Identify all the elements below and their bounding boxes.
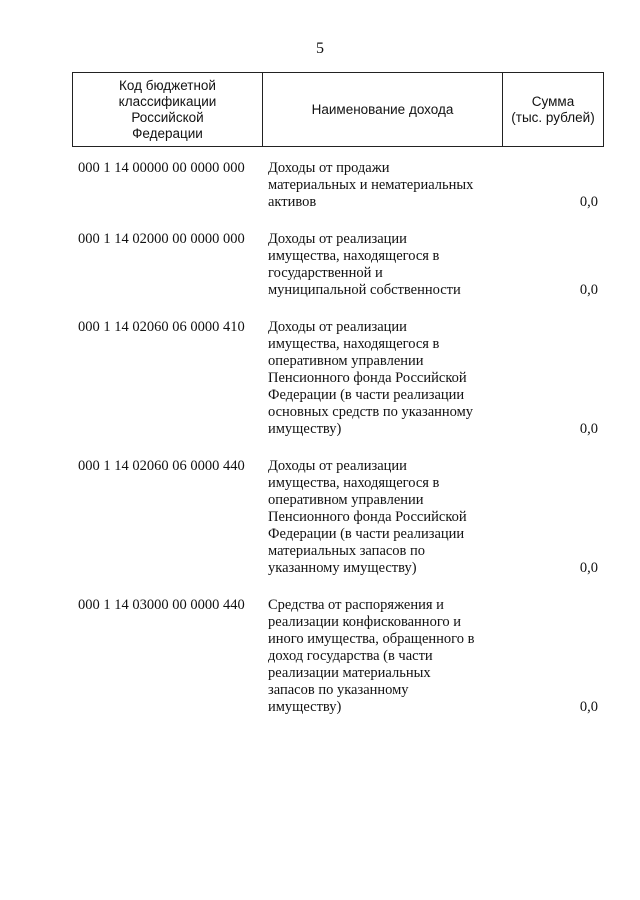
budget-code: 000 1 14 02000 00 0000 000 (78, 231, 245, 247)
header-name-column: Наименование дохода (263, 73, 503, 146)
table-body (78, 160, 604, 736)
income-name: Доходы от реализации имущества, находящегося в государственной и муниципальной собственности (268, 231, 461, 298)
income-name: Доходы от продажи материальных и нематериальных активов (268, 160, 474, 210)
income-sum: 0,0 (579, 282, 598, 298)
budget-code: 000 1 14 03000 00 0000 440 (78, 597, 245, 613)
table-row (78, 160, 604, 211)
income-sum: 0,0 (579, 560, 598, 576)
income-sum: 0,0 (579, 421, 598, 437)
header-code-column: Код бюджетной классификации Российской Федерации (73, 73, 263, 146)
income-sum: 0,0 (579, 699, 598, 715)
table-row (78, 597, 604, 716)
header-sum-column: Сумма (тыс. рублей) (511, 93, 595, 125)
budget-code: 000 1 14 02060 06 0000 440 (78, 458, 245, 474)
income-name: Средства от распоряжения и реализации конфискованного и иного имущества, обращенного в доход государства (в части реализации материальных запасов по указанному имуществу) (268, 597, 475, 715)
budget-code: 000 1 14 00000 00 0000 000 (78, 160, 245, 176)
page-number: 5 (316, 40, 324, 57)
budget-code: 000 1 14 02060 06 0000 410 (78, 319, 245, 335)
table-row (78, 458, 604, 577)
table-header (72, 72, 604, 147)
table-row (78, 319, 604, 438)
table-row (78, 231, 604, 299)
income-name: Доходы от реализации имущества, находящегося в оперативном управлении Пенсионного фонда Российской Федерации (в части реализации материальных запасов по указанному имуществу) (268, 458, 467, 576)
income-name: Доходы от реализации имущества, находящегося в оперативном управлении Пенсионного фонда Российской Федерации (в части реализации основных средств по указанному имуществу) (268, 319, 474, 437)
income-sum: 0,0 (579, 194, 598, 210)
